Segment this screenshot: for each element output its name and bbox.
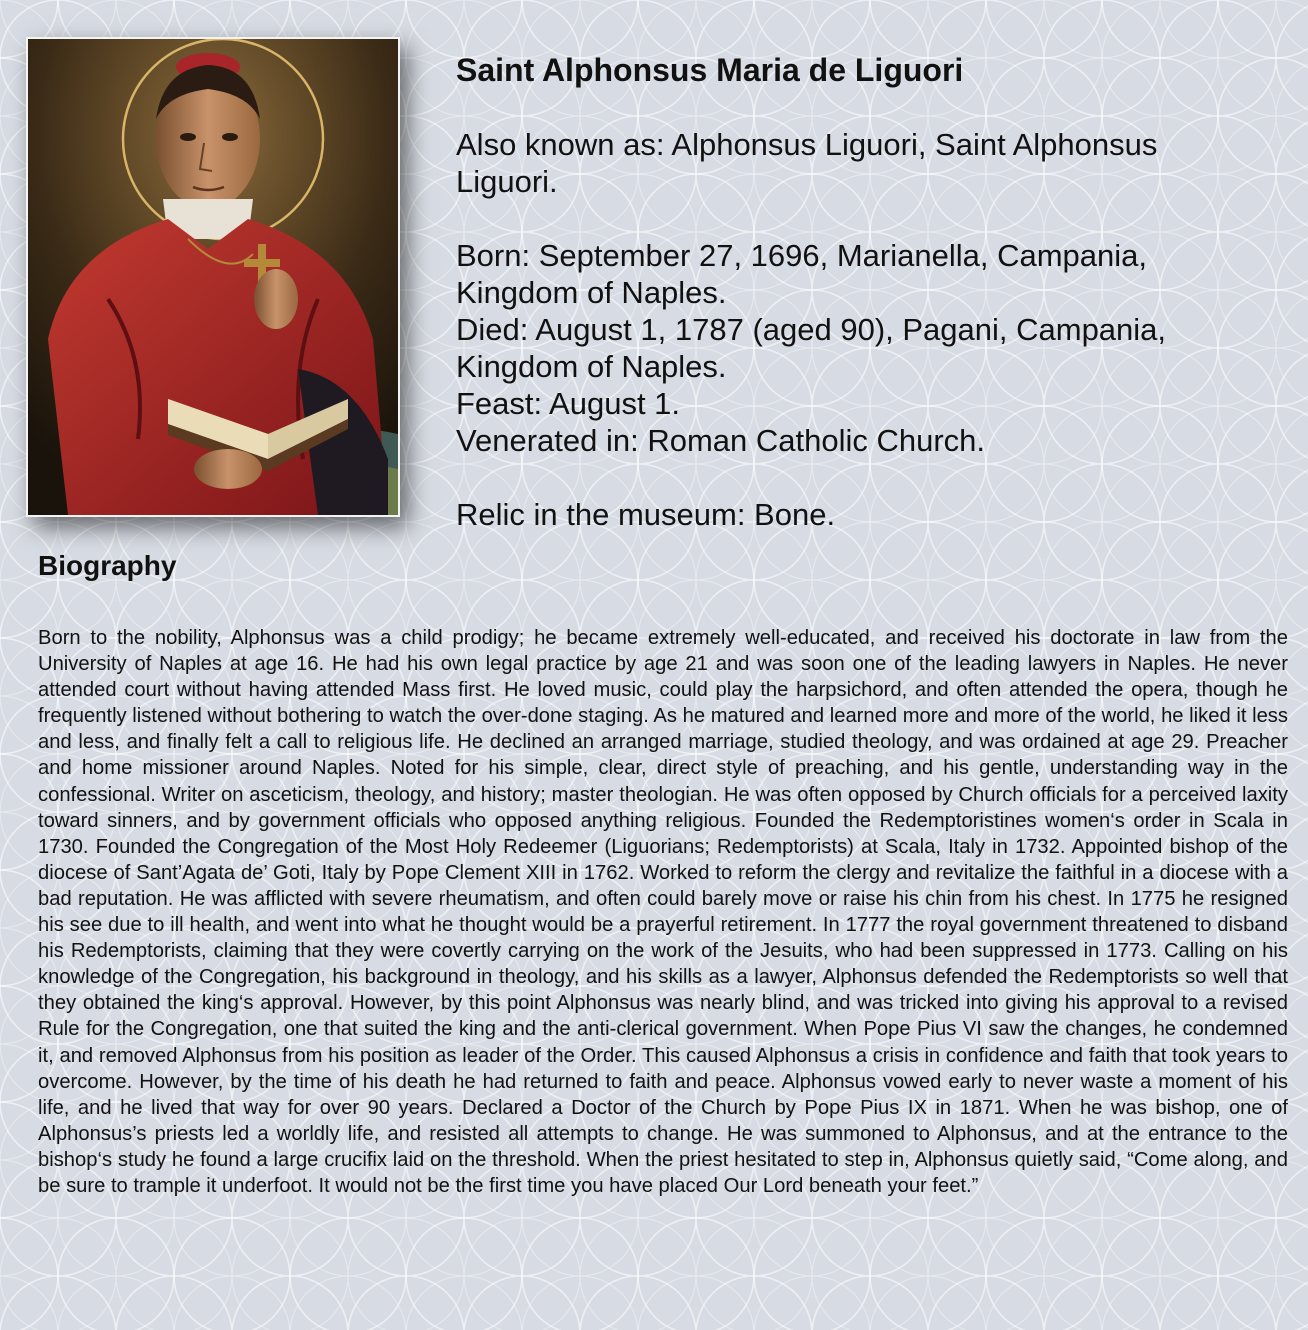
biography-heading: Biography (38, 550, 177, 581)
biography-text: Born to the nobility, Alphonsus was a child prodigy; he became extremely well-educated, and received his doctorate in law from the University of Naples at age 16. He had his own legal practice by age 21 and was soon one of the leading lawyers in Naples. He never attended court without having attended Mass first. He loved music, could play the harpsichord, and often attended the opera, though he frequently listened without bothering to watch the over-done staging. As he matured and learned more and more of the world, he liked it less and less, and finally felt a call to religious life. He declined an arranged marriage, studied theology, and was ordained at age 29. Preacher and home missioner around Naples. Noted for his simple, clear, direct style of preaching, and his gentle, understanding way in the confessional. Writer on asceticism, theology, and history; master theologian. He was often opposed by Church officials for a perceived laxity toward sinners, and by government officials who opposed anything religious. Founded the Redemptoristines women‘s order in Scala in 1730. Founded the Congregation of the Most Holy Redeemer (Liguorians; Redemptorists) at Scala, Italy in 1732. Appointed bishop of the diocese of Sant’Agata de’ Goti, Italy by Pope Clement XIII in 1762. Worked to reform the clergy and revitalize the faithful in a diocese with a bad reputation. He was afflicted with severe rheumatism, and often could barely move or raise his chin from his chest. In 1775 he resigned his see due to ill health, and went into what he thought would be a prayerful retirement. In 1777 the royal government threatened to disband his Redemptorists, claiming that they were covertly carrying on the work of the Jesuits, who had been suppressed in 1773. Calling on his knowledge of the Congregation, his background in theology, and his skills as a lawyer, Alphonsus defended the Redemptorists so well that they obtained the king‘s approval. However, by this point Alphonsus was nearly blind, and was tricked into giving his approval to a revised Rule for the Congregation, one that suited the king and the anti-clerical government. When Pope Pius VI saw the changes, he condemned it, and removed Alphonsus from his position as leader of the Order. This caused Alphonsus a crisis in confidence and faith that took years to overcome. However, by the time of his death he had returned to faith and peace. Alphonsus vowed early to never waste a moment of his life, and he lived that way for over 90 years. Declared a Doctor of the Church by Pope Pius IX in 1871. When he was bishop, one of Alphonsus’s priests led a worldly life, and resisted all attempts to change. He was summoned to Alphonsus, and at the entrance to the bishop‘s study he found a large crucifix laid on the threshold. When the priest hesitated to step in, Alphonsus quietly said, “Come along, and be sure to trample it underfoot. It would not be the first time you have placed Our Lord beneath your feet.” (38, 627, 1288, 1197)
born: Born: September 27, 1696, Marianella, Campania, Kingdom of Naples. (456, 238, 1148, 310)
feast: Feast: August 1. (456, 386, 681, 421)
also-known-as: Also known as: Alphonsus Liguori, Saint Alphonsus Liguori. (456, 127, 1158, 199)
relic: Relic in the museum: Bone. (456, 497, 836, 532)
saint-portrait (26, 37, 400, 517)
page-title: Saint Alphonsus Maria de Liguori (456, 52, 964, 88)
venerated-in: Venerated in: Roman Catholic Church. (456, 423, 986, 458)
saint-info (456, 52, 1256, 533)
died: Died: August 1, 1787 (aged 90), Pagani, Campania, Kingdom of Naples. (456, 312, 1167, 384)
